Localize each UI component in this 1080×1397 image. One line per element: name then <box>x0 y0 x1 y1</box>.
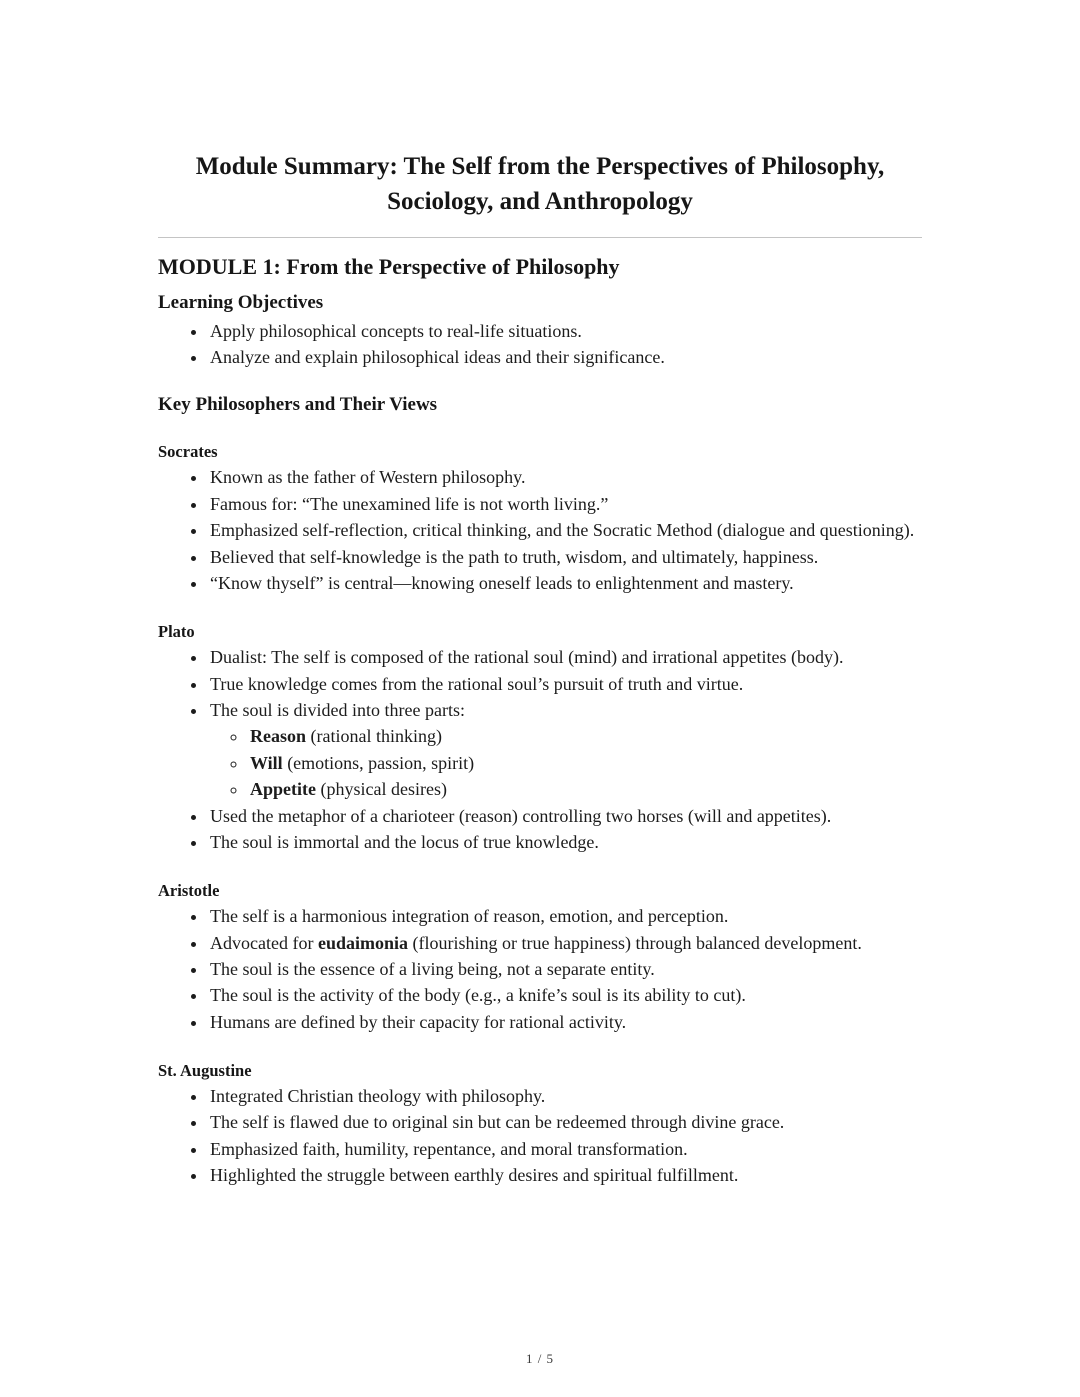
bullet-text-bold: Appetite <box>250 779 316 800</box>
section-heading-key-philosophers-and-their-views: Key Philosophers and Their Views <box>158 394 438 416</box>
bullet-text: (flourishing or true happiness) through balanced development. <box>408 932 862 953</box>
bullet-text: The self is flawed due to original sin but can be redeemed through divine grace. <box>210 1112 785 1133</box>
bullet-item <box>208 984 920 1008</box>
bullet-text: Believed that self-knowledge is the path to truth, wisdom, and ultimately, happiness. <box>210 546 819 567</box>
bullet-text: “Know thyself” is central—knowing oneself leads to enlightenment and mastery. <box>210 573 794 594</box>
bullet-text: Apply philosophical concepts to real-life situations. <box>210 321 582 341</box>
bullet-text: Emphasized self-reflection, critical thinking, and the Socratic Method (dialogue and questioning). <box>210 520 915 541</box>
bullet-item <box>208 346 920 370</box>
bullet-text: Integrated Christian theology with philosophy. <box>210 1085 546 1106</box>
bullet-text: (emotions, passion, spirit) <box>282 752 475 773</box>
bullet-item <box>208 831 920 855</box>
bullet-text: Dualist: The self is composed of the rational soul (mind) and irrational appetites (body). <box>210 647 844 668</box>
section-heading-plato: Plato <box>158 622 195 642</box>
bullet-item <box>208 546 920 570</box>
bullet-item <box>208 493 920 517</box>
section-heading-socrates: Socrates <box>158 442 218 462</box>
bullet-text-bold: eudaimonia <box>317 932 408 953</box>
bullet-item <box>208 958 920 982</box>
bullet-item <box>208 1164 920 1188</box>
bullet-text: The self is a harmonious integration of reason, emotion, and perception. <box>210 906 729 927</box>
section-heading-learning-objectives: Learning Objectives <box>158 292 324 313</box>
bullet-text-bold: Reason <box>250 726 307 747</box>
bullet-text: Famous for: “The unexamined life is not worth living.” <box>210 493 609 514</box>
bullet-item <box>248 752 920 776</box>
bullet-item <box>208 673 920 697</box>
title-divider <box>158 237 922 238</box>
bullet-item <box>208 1011 920 1035</box>
bullet-list <box>158 466 920 596</box>
bullet-item <box>208 1085 920 1109</box>
bullet-text: The soul is divided into three parts: <box>210 699 465 720</box>
bullet-item <box>208 466 920 490</box>
bullet-text: The soul is the essence of a living being, not a separate entity. <box>210 958 655 979</box>
bullet-text: True knowledge comes from the rational soul’s pursuit of truth and virtue. <box>210 673 744 694</box>
bullet-item <box>208 1111 920 1135</box>
bullet-text: Humans are defined by their capacity for rational activity. <box>210 1011 627 1032</box>
bullet-item <box>208 519 920 543</box>
bullet-item <box>248 725 920 749</box>
bullet-item <box>208 320 920 344</box>
page-number: 1 / 5 <box>525 1351 555 1366</box>
bullet-text: Advocated for <box>210 932 318 953</box>
bullet-list <box>158 320 920 370</box>
bullet-item <box>208 805 920 829</box>
section-heading-aristotle: Aristotle <box>158 881 220 901</box>
sections-container <box>158 292 922 1188</box>
bullet-text: The soul is the activity of the body (e.g., a knife’s soul is its ability to cut). <box>210 985 746 1006</box>
bullet-list <box>158 1085 920 1188</box>
bullet-item <box>208 905 920 929</box>
module-heading: MODULE 1: From the Perspective of Philosophy <box>158 254 620 279</box>
bullet-text: Known as the father of Western philosophy. <box>210 467 526 488</box>
bullet-text-bold: Will <box>250 752 283 773</box>
bullet-list <box>158 905 920 1035</box>
bullet-text: Highlighted the struggle between earthly desires and spiritual fulfillment. <box>210 1165 739 1186</box>
bullet-text: Analyze and explain philosophical ideas and their significance. <box>210 347 665 368</box>
bullet-item <box>208 699 920 802</box>
bullet-text: (physical desires) <box>316 779 447 800</box>
bullet-list <box>158 646 920 855</box>
bullet-text: Emphasized faith, humility, repentance, and moral transformation. <box>210 1138 688 1159</box>
bullet-item <box>208 1138 920 1162</box>
bullet-item <box>248 778 920 802</box>
document-title: Module Summary: The Self from the Perspectives of Philosophy, Sociology, and Anthropology <box>195 153 885 215</box>
bullet-item <box>208 932 920 956</box>
bullet-list <box>210 725 920 802</box>
bullet-item <box>208 572 920 596</box>
section-heading-st-augustine: St. Augustine <box>158 1060 252 1080</box>
bullet-text: (rational thinking) <box>306 726 442 747</box>
bullet-text: The soul is immortal and the locus of true knowledge. <box>210 832 599 853</box>
bullet-text: Used the metaphor of a charioteer (reason) controlling two horses (will and appetites). <box>210 805 832 826</box>
bullet-item <box>208 646 920 670</box>
